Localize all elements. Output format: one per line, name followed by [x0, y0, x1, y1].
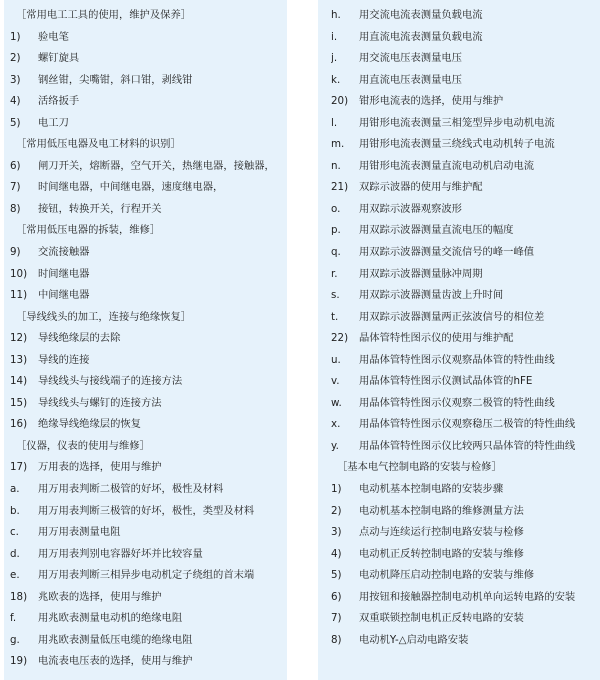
item-text: 用交流电流表测量负载电流 — [359, 9, 483, 21]
item-text: 绝缘导线绝缘层的恢复 — [38, 418, 141, 431]
list-item — [10, 608, 287, 630]
item-text: 用晶体管特性图示仪测试晶体管的hFE — [359, 375, 533, 388]
item-number: 12) — [10, 332, 28, 345]
list-item — [10, 565, 287, 587]
item-text: 用直流电流表测量负载电流 — [359, 30, 483, 43]
item-number: u. — [331, 353, 341, 366]
item-number: 2) — [331, 504, 342, 517]
list-item — [10, 393, 287, 415]
item-text: 钳形电流表的选择，使用与维护 — [359, 95, 504, 108]
item-text: 用按钮和接触器控制电动机单向运转电路的安装 — [359, 590, 576, 603]
section-header: ［基本电气控制电路的安装与检修］ — [337, 461, 502, 474]
item-number: 8) — [331, 633, 342, 646]
list-item — [10, 371, 287, 393]
list-item — [10, 91, 287, 113]
item-text: 用双踪示波器测量两正弦波信号的相位差 — [359, 310, 545, 323]
item-number: 13) — [10, 353, 28, 366]
item-text: 用万用表判别电容器好坏并比较容量 — [38, 547, 203, 560]
item-text: 电动机降压启动控制电路的安装与维修 — [359, 569, 535, 582]
item-number: 6) — [331, 590, 342, 603]
list-item — [10, 350, 287, 372]
item-text: 螺钉旋具 — [38, 52, 80, 65]
item-number: q. — [331, 246, 341, 259]
item-number: 21) — [331, 181, 349, 194]
item-number: x. — [331, 418, 341, 431]
item-number: h. — [331, 9, 341, 21]
item-text: 双踪示波器的使用与维护配 — [359, 181, 483, 194]
item-text: 钢丝钳，尖嘴钳，斜口钳，剥线钳 — [38, 73, 193, 86]
item-text: 电动机正反转控制电路的安装与维修 — [359, 547, 524, 560]
list-item — [331, 544, 600, 566]
item-number: 1) — [331, 483, 342, 496]
item-text: 电流表电压表的选择，使用与维护 — [38, 655, 193, 668]
item-number: s. — [331, 289, 340, 302]
item-number: b. — [10, 504, 20, 517]
list-item — [10, 70, 287, 92]
list-item — [331, 630, 600, 652]
item-number: l. — [331, 116, 338, 129]
list-item — [331, 220, 600, 242]
list-item — [331, 70, 600, 92]
section-header: ［常用低压电器的拆装，维修］ — [16, 224, 161, 237]
item-number: 16) — [10, 418, 28, 431]
list-item — [10, 522, 287, 544]
item-text: 用晶体管特性图示仪观察二极管的特性曲线 — [359, 396, 555, 409]
list-item — [331, 371, 600, 393]
list-item — [331, 479, 600, 501]
item-text: 用兆欧表测量电动机的绝缘电阻 — [38, 612, 183, 625]
item-text: 时间继电器 — [38, 267, 90, 280]
item-number: 19) — [10, 655, 28, 668]
item-text: 电工刀 — [38, 116, 69, 129]
item-text: 导线线头与接线端子的连接方法 — [38, 375, 183, 388]
item-text: 导线绝缘层的去除 — [38, 332, 121, 345]
item-number: 6) — [10, 159, 21, 172]
item-text: 用直流电压表测量电压 — [359, 73, 462, 86]
list-item — [10, 199, 287, 221]
list-item — [10, 156, 287, 178]
item-number: w. — [331, 396, 342, 409]
item-number: 1) — [10, 30, 21, 43]
item-text: 用钳形电流表测量三相笼型异步电动机电流 — [359, 116, 555, 129]
section-header: ［仪器，仪表的使用与维修］ — [16, 439, 150, 452]
item-number: f. — [10, 612, 17, 625]
list-item — [10, 242, 287, 264]
item-number: t. — [331, 310, 339, 323]
item-text: 电动机Y-△启动电路安装 — [359, 633, 469, 646]
item-text: 兆欧表的选择，使用与维护 — [38, 590, 162, 603]
list-item — [331, 134, 600, 156]
item-number: y. — [331, 439, 339, 452]
item-number: 5) — [331, 569, 342, 582]
item-number: 3) — [10, 73, 21, 86]
item-text: 用双踪示波器测量直流电压的幅度 — [359, 224, 514, 237]
list-item — [331, 393, 600, 415]
list-item — [331, 242, 600, 264]
list-item — [331, 501, 600, 523]
list-item — [10, 48, 287, 70]
section-header: ［常用低压电器及电工材料的识别］ — [16, 138, 181, 151]
item-text: 用双踪示波器观察波形 — [359, 202, 462, 215]
item-text: 用双踪示波器测量脉冲周期 — [359, 267, 483, 280]
list-item — [10, 328, 287, 350]
list-item — [331, 113, 600, 135]
item-number: 5) — [10, 116, 21, 129]
item-number: 7) — [10, 181, 21, 194]
section-header: ［常用电工工具的使用，维护及保养］ — [16, 9, 192, 21]
item-number: 17) — [10, 461, 28, 474]
item-text: 用兆欧表测量低压电缆的绝缘电阻 — [38, 633, 193, 646]
item-text: 用钳形电流表测量三绕线式电动机转子电流 — [359, 138, 555, 151]
item-number: m. — [331, 138, 345, 151]
item-text: 电动机基本控制电路的安装步骤 — [359, 483, 504, 496]
list-item — [331, 608, 600, 630]
item-text: 用万用表判断三相异步电动机定子绕组的首末端 — [38, 569, 255, 582]
item-text: 用万用表判断二极管的好坏，极性及材料 — [38, 483, 224, 496]
item-text: 用双踪示波器测量交流信号的峰一峰值 — [359, 246, 535, 259]
item-text: 接钮，转换开关，行程开关 — [38, 202, 162, 215]
item-text: 导线线头与螺钉的连接方法 — [38, 396, 162, 409]
item-number: v. — [331, 375, 340, 388]
list-item — [10, 264, 287, 286]
list-item — [10, 630, 287, 652]
item-number: k. — [331, 73, 341, 86]
item-number: 20) — [331, 95, 349, 108]
item-text: 晶体管特性图示仪的使用与维护配 — [359, 332, 514, 345]
list-item — [10, 113, 287, 135]
item-text: 交流接触器 — [38, 246, 90, 259]
list-item — [331, 587, 600, 609]
list-item — [10, 177, 287, 199]
item-text: 用万用表判断三极管的好坏，极性，类型及材料 — [38, 504, 255, 517]
item-text: 闸刀开关，熔断器，空气开关，热继电器，接触器， — [38, 159, 275, 172]
list-item — [10, 501, 287, 523]
item-number: 7) — [331, 612, 342, 625]
list-item — [331, 414, 600, 436]
item-text: 导线的连接 — [38, 353, 90, 366]
item-number: 10) — [10, 267, 28, 280]
list-item — [331, 350, 600, 372]
item-number: 3) — [331, 526, 342, 539]
item-text: 用晶体管特性图示仪观察晶体管的特性曲线 — [359, 353, 555, 366]
item-number: 18) — [10, 590, 28, 603]
item-text: 用晶体管特性图示仪比较两只晶体管的特性曲线 — [359, 439, 576, 452]
list-item — [10, 414, 287, 436]
list-item — [331, 27, 600, 49]
item-number: 15) — [10, 396, 28, 409]
item-number: 14) — [10, 375, 28, 388]
item-text: 用万用表测量电阻 — [38, 526, 121, 539]
item-number: n. — [331, 159, 341, 172]
list-item — [331, 91, 600, 113]
item-text: 点动与连续运行控制电路安装与检修 — [359, 526, 524, 539]
section-header: ［导线线头的加工，连接与绝缘恢复］ — [16, 310, 192, 323]
list-item — [331, 328, 600, 350]
list-item — [331, 156, 600, 178]
item-text: 电动机基本控制电路的维修测量方法 — [359, 504, 524, 517]
item-text: 验电笔 — [38, 30, 69, 43]
item-number: 11) — [10, 289, 28, 302]
item-number: p. — [331, 224, 341, 237]
item-number: 4) — [331, 547, 342, 560]
item-text: 用双踪示波器测量齿波上升时间 — [359, 289, 504, 302]
item-number: 2) — [10, 52, 21, 65]
item-number: 9) — [10, 246, 21, 259]
item-text: 用交流电压表测量电压 — [359, 52, 462, 65]
list-item — [10, 651, 287, 673]
item-text: 用晶体管特性图示仪观察稳压二极管的特性曲线 — [359, 418, 576, 431]
item-number: 8) — [10, 202, 21, 215]
item-text: 双重联锁控制电机正反转电路的安装 — [359, 612, 524, 625]
list-item — [331, 264, 600, 286]
list-item — [10, 285, 287, 307]
list-item — [331, 522, 600, 544]
item-number: j. — [331, 52, 338, 65]
item-number: o. — [331, 202, 341, 215]
item-number: e. — [10, 569, 20, 582]
list-item — [331, 285, 600, 307]
item-text: 活络扳手 — [38, 95, 80, 108]
right-column — [318, 0, 600, 680]
item-text: 用钳形电流表测量直流电动机启动电流 — [359, 159, 535, 172]
item-text: 时间继电器，中间继电器，速度继电器， — [38, 181, 224, 194]
list-item — [331, 199, 600, 221]
list-item — [10, 479, 287, 501]
item-number: d. — [10, 547, 20, 560]
item-text: 万用表的选择，使用与维护 — [38, 461, 162, 474]
item-text: 中间继电器 — [38, 289, 90, 302]
item-number: a. — [10, 483, 20, 496]
list-item — [10, 544, 287, 566]
list-item — [10, 457, 287, 479]
list-item — [331, 48, 600, 70]
list-item — [10, 587, 287, 609]
item-number: 22) — [331, 332, 349, 345]
list-item — [331, 5, 600, 27]
item-number: c. — [10, 526, 19, 539]
list-item — [331, 307, 600, 329]
list-item — [10, 27, 287, 49]
item-number: g. — [10, 633, 20, 646]
list-item — [331, 177, 600, 199]
item-number: i. — [331, 30, 338, 43]
item-number: r. — [331, 267, 338, 280]
left-column — [4, 0, 287, 680]
list-item — [331, 565, 600, 587]
item-number: 4) — [10, 95, 21, 108]
list-item — [331, 436, 600, 458]
